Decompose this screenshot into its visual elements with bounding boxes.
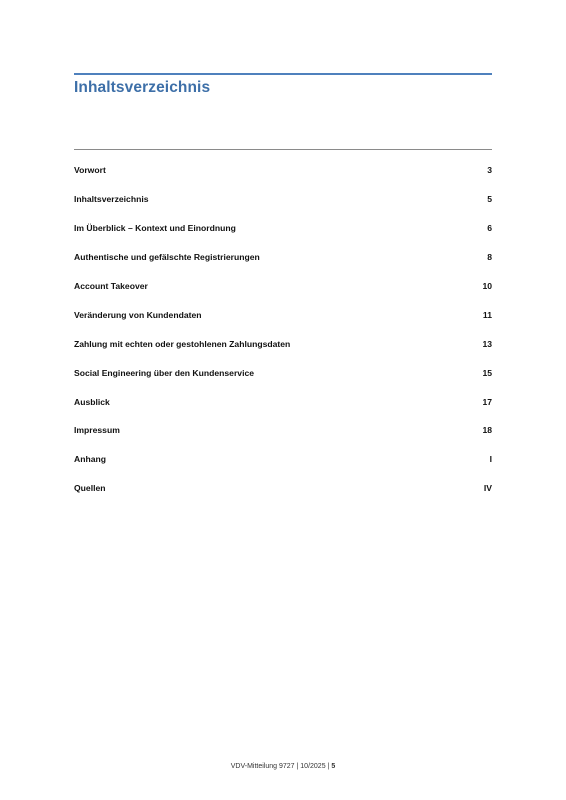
toc-entry-label: Inhaltsverzeichnis [74, 194, 149, 205]
toc-entry-label: Vorwort [74, 165, 106, 176]
toc-entry-social-engineering[interactable] [74, 358, 492, 387]
toc-entry-page: 18 [482, 425, 492, 436]
toc-entry-page: 5 [487, 194, 492, 205]
toc-entry-label: Zahlung mit echten oder gestohlenen Zahlungsdaten [74, 338, 291, 349]
toc-entry-label: Veränderung von Kundendaten [74, 309, 202, 320]
toc-entry-page: I [489, 454, 492, 465]
toc-entry-vorwort[interactable] [74, 156, 492, 185]
toc-entry-label: Authentische und gefälschte Registrierungen [74, 252, 260, 263]
toc-entry-impressum[interactable] [74, 416, 492, 445]
footer-page-number: 5 [331, 763, 336, 770]
toc-entry-page: 6 [487, 223, 492, 234]
toc-entry-label: Social Engineering über den Kundenservice [74, 367, 255, 378]
toc-entry-account-takeover[interactable] [74, 272, 492, 301]
toc-entry-page: 3 [487, 165, 492, 176]
toc-entry-registrierungen[interactable] [74, 243, 492, 272]
page-title: Inhaltsverzeichnis [74, 79, 211, 96]
table-of-contents [74, 156, 492, 503]
toc-entry-label: Im Überblick – Kontext und Einordnung [74, 223, 236, 234]
toc-entry-label: Impressum [74, 425, 120, 436]
toc-entry-label: Account Takeover [74, 281, 148, 291]
toc-entry-page: 11 [482, 309, 492, 320]
toc-entry-zahlung[interactable] [74, 329, 492, 358]
toc-entry-page: IV [483, 483, 492, 494]
page-footer [0, 763, 566, 770]
toc-entry-label: Quellen [74, 483, 106, 494]
footer-text: VDV-Mitteilung 9727 | 10/2025 | [230, 763, 330, 770]
toc-entry-page: 13 [482, 338, 492, 349]
toc-entry-inhaltsverzeichnis[interactable] [74, 185, 492, 214]
toc-entry-ueberblick[interactable] [74, 214, 492, 243]
toc-rule [74, 149, 492, 150]
toc-entry-page: 17 [482, 396, 492, 407]
toc-entry-kundendaten[interactable] [74, 300, 492, 329]
toc-entry-label: Ausblick [74, 396, 110, 407]
toc-entry-page: 8 [487, 252, 492, 263]
toc-entry-anhang[interactable] [74, 445, 492, 474]
toc-entry-page: 10 [482, 281, 492, 291]
toc-entry-ausblick[interactable] [74, 387, 492, 416]
title-rule [74, 73, 492, 75]
toc-entry-page: 15 [482, 367, 492, 378]
toc-entry-quellen[interactable] [74, 474, 492, 503]
toc-entry-label: Anhang [74, 454, 106, 465]
